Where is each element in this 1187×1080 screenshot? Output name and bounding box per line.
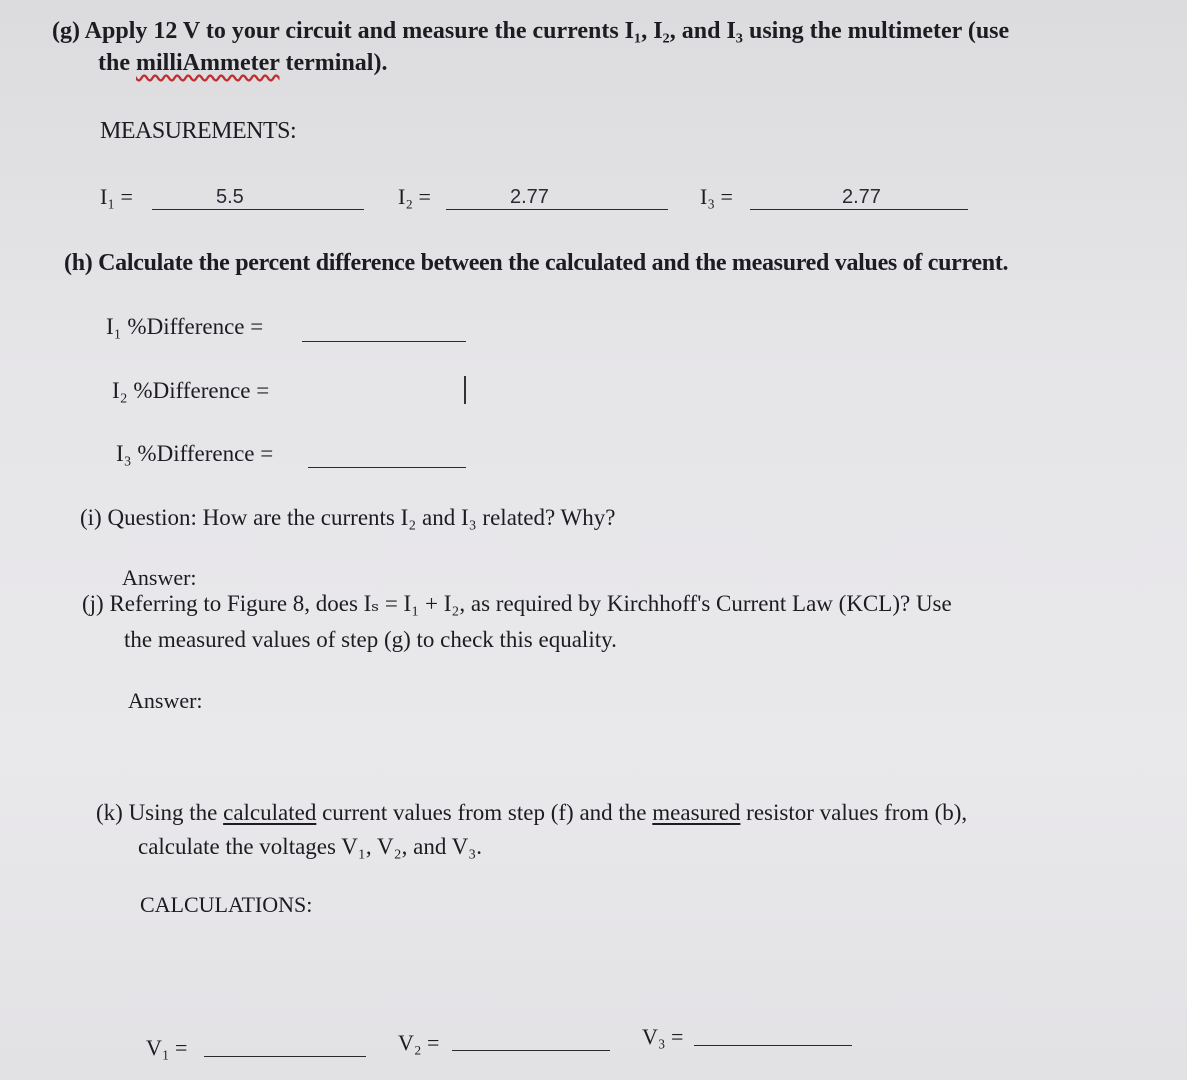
step-h-title: (h) Calculate the percent difference between the calculated and the measured values of current. (64, 250, 1009, 276)
milliammeter-word: milliAmmeter (136, 50, 280, 76)
step-i-answer-label: Answer: (122, 565, 197, 590)
i1-label: I₁ = (100, 184, 133, 209)
step-g-line2-post: terminal). (279, 50, 388, 76)
measured-word: measured (652, 800, 741, 825)
step-g-line1: (g) Apply 12 V to your circuit and measure the currents I₁, I₂, and I₃ using the multimeter (use (52, 18, 1010, 44)
step-j-line1: (j) Referring to Figure 8, does Iₛ = I₁ + I₂, as required by Kirchhoff's Current Law (KCL)? Use (82, 591, 952, 616)
i2-diff-label: I₂ %Difference = (112, 378, 270, 403)
i3-value: 2.77 (842, 186, 881, 208)
i3-label: I₃ = (700, 184, 733, 209)
i2-value: 2.77 (510, 186, 549, 208)
i3-blank-line (750, 209, 968, 210)
i3-diff-blank-line[interactable] (308, 467, 466, 468)
v2-label: V₂ = (398, 1030, 440, 1055)
calculated-word: calculated (223, 800, 317, 825)
i1-diff-blank-line[interactable] (302, 341, 466, 342)
i1-blank-line (152, 209, 364, 210)
step-k-line1-pre: (k) Using the (96, 800, 224, 825)
step-k-line2: calculate the voltages V₁, V₂, and V₃. (138, 834, 483, 859)
step-g-line2 (98, 50, 387, 77)
i1-diff-label: I₁ %Difference = (106, 314, 264, 339)
step-k-line1 (96, 800, 967, 826)
step-k-line1-mid: current values from step (f) and the (316, 800, 653, 825)
step-j-answer-label: Answer: (128, 688, 203, 713)
text-cursor (464, 376, 466, 404)
v3-label: V₃ = (642, 1024, 684, 1049)
step-g-line2-pre: the (98, 50, 136, 76)
step-k-line1-post: resistor values from (b), (740, 800, 968, 825)
i2-label: I₂ = (398, 184, 431, 209)
calculations-label: CALCULATIONS: (140, 892, 313, 917)
v1-label: V₁ = (146, 1035, 188, 1060)
v2-blank-line[interactable] (452, 1050, 610, 1051)
step-i-question: (i) Question: How are the currents I₂ and I₃ related? Why? (80, 505, 616, 530)
step-j-line2: the measured values of step (g) to check this equality. (124, 627, 617, 652)
v3-blank-line[interactable] (694, 1045, 852, 1046)
i1-value: 5.5 (216, 186, 244, 208)
measurements-label: MEASUREMENTS: (100, 118, 297, 144)
v1-blank-line[interactable] (204, 1056, 366, 1057)
i3-diff-label: I₃ %Difference = (116, 441, 274, 466)
i2-blank-line (446, 209, 668, 210)
